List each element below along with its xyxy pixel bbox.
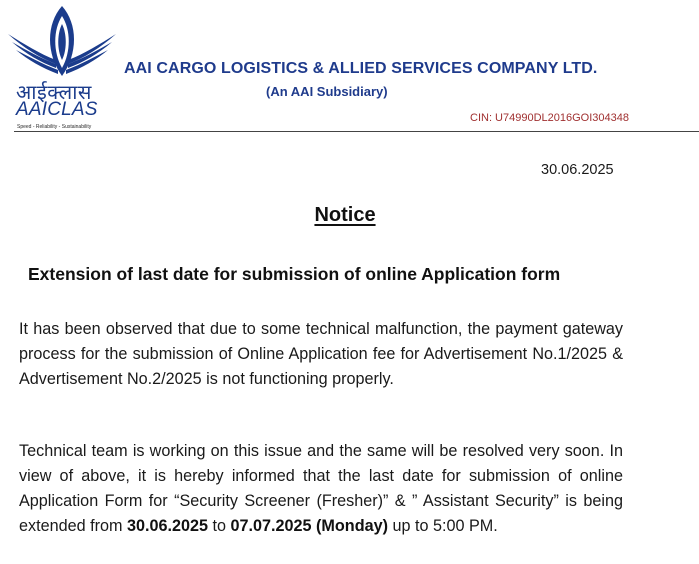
aircraft-wings-logo-icon bbox=[6, 2, 118, 86]
paragraph-2-closing: up to 5:00 PM. bbox=[387, 517, 498, 535]
old-last-date: 30.06.2025 bbox=[126, 517, 209, 535]
header-divider bbox=[14, 131, 699, 132]
paragraph-2 bbox=[19, 439, 623, 539]
notice-date: 30.06.2025 bbox=[541, 162, 614, 178]
subsidiary-label: (An AAI Subsidiary) bbox=[266, 84, 388, 99]
paragraph-1: It has been observed that due to some technical malfunction, the payment gateway process for the submission of Online Application fee for Advertisement No.1/2025 & Advertisement No.2/2025 is not functioning properly. bbox=[19, 320, 623, 388]
aaiclas-logo bbox=[6, 2, 118, 130]
company-name: AAI CARGO LOGISTICS & ALLIED SERVICES COMPANY LTD. bbox=[124, 60, 598, 77]
new-last-date: 07.07.2025 bbox=[230, 517, 312, 535]
logo-english-text: AAICLAS bbox=[16, 99, 98, 120]
logo-tagline: Speed - Reliability - Sustainability bbox=[17, 124, 92, 130]
paragraph-2-text: Technical team is working on this issue and the same will be resolved very soon. In view of above, it is hereby informed that the last date for submission of online Application Form for “Security Screener (Fresher)” & ” Assistant Security” is being extended from bbox=[19, 442, 623, 535]
notice-title: Notice bbox=[314, 204, 376, 226]
cin-number: CIN: U74990DL2016GOI304348 bbox=[470, 112, 629, 124]
paragraph-2-connector: to bbox=[208, 517, 231, 535]
new-last-day: (Monday) bbox=[316, 517, 388, 535]
logo-hindi-text: आईक्लास bbox=[16, 80, 92, 104]
notice-subject: Extension of last date for submission of online Application form bbox=[28, 264, 561, 284]
